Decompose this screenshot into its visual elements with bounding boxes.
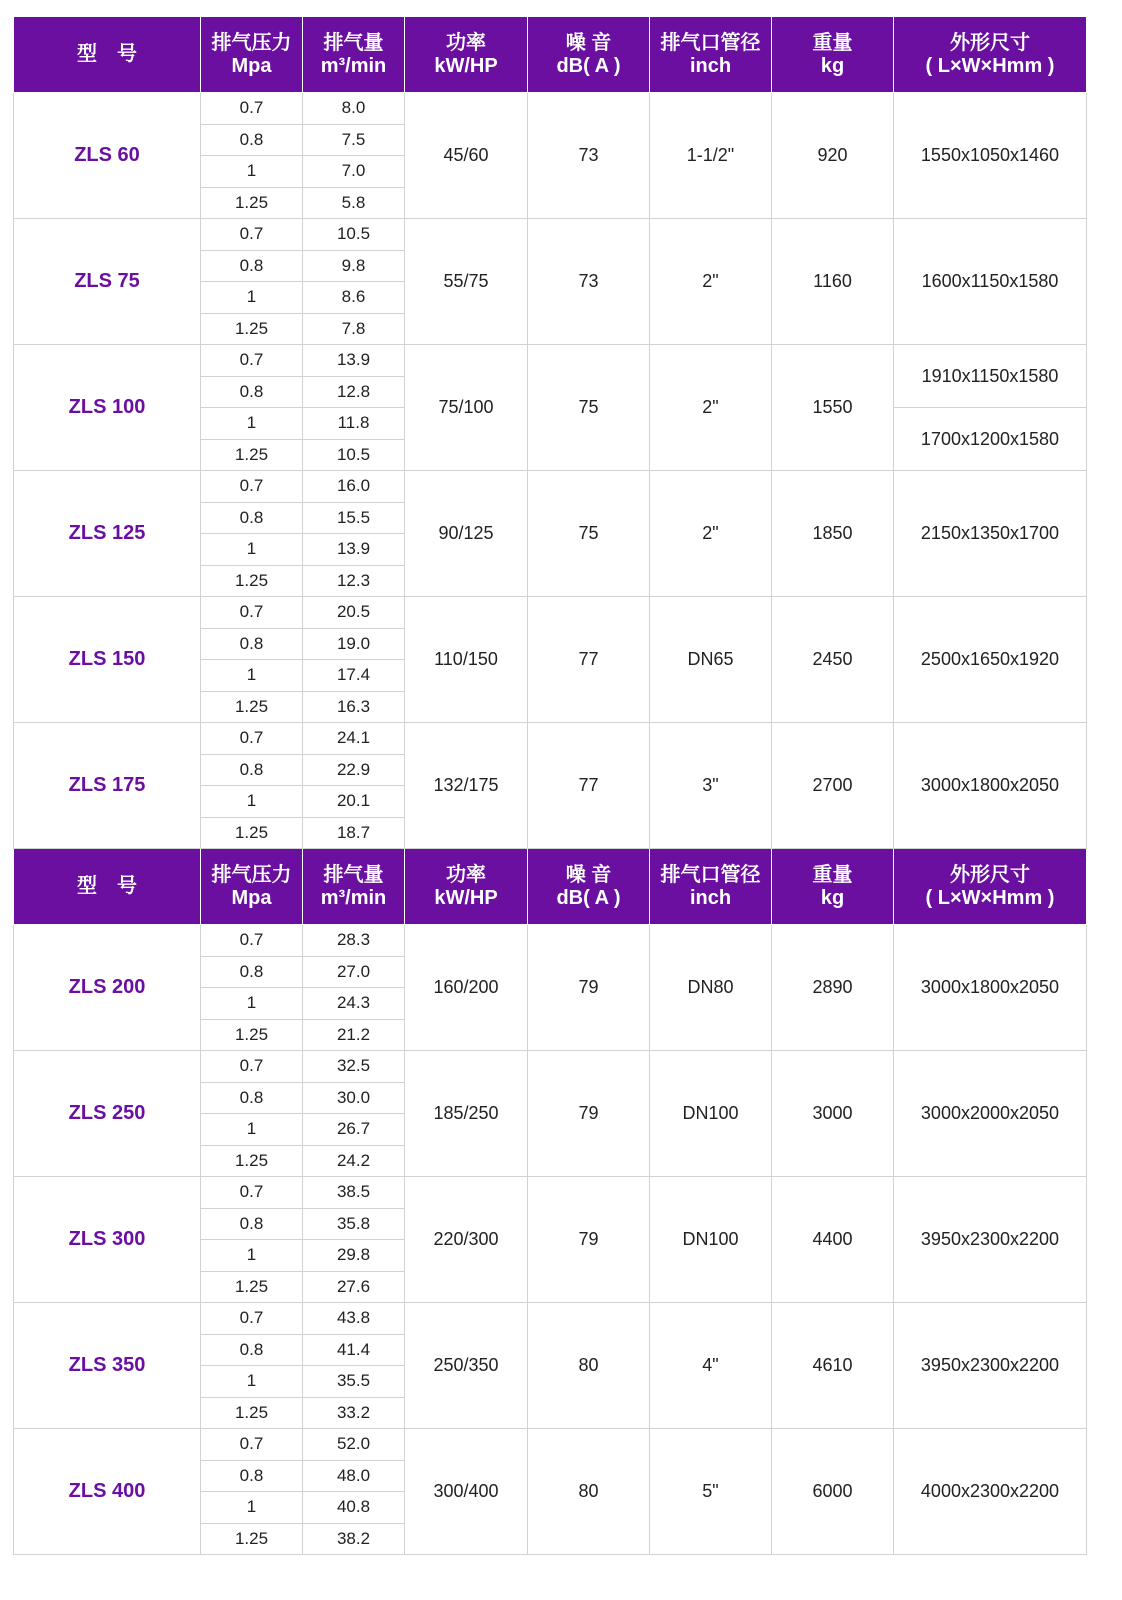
weight-value: 4400 bbox=[772, 1177, 894, 1303]
pressure-value: 1 bbox=[201, 1492, 303, 1524]
weight-value: 3000 bbox=[772, 1051, 894, 1177]
flow-value: 30.0 bbox=[303, 1082, 405, 1114]
flow-value: 12.8 bbox=[303, 376, 405, 408]
outlet-value: 2" bbox=[650, 219, 772, 345]
header-weight bbox=[772, 17, 894, 93]
header-weight-label: 重量 bbox=[812, 31, 853, 54]
flow-value: 18.7 bbox=[303, 817, 405, 849]
pressure-value: 0.8 bbox=[201, 1334, 303, 1366]
flow-value: 48.0 bbox=[303, 1460, 405, 1492]
pressure-value: 1.25 bbox=[201, 439, 303, 471]
header-flow-label: 排气量 bbox=[323, 31, 384, 54]
noise-value: 80 bbox=[528, 1429, 650, 1555]
header-dims bbox=[894, 849, 1087, 925]
flow-value: 22.9 bbox=[303, 754, 405, 786]
pressure-value: 0.8 bbox=[201, 754, 303, 786]
noise-value: 73 bbox=[528, 93, 650, 219]
noise-value: 75 bbox=[528, 471, 650, 597]
header-dims-unit: ( L×W×Hmm ) bbox=[925, 54, 1055, 77]
header-pressure-label: 排气压力 bbox=[211, 31, 292, 54]
dims-value: 2500x1650x1920 bbox=[894, 597, 1087, 723]
dims-value: 1600x1150x1580 bbox=[894, 219, 1087, 345]
weight-value: 2890 bbox=[772, 925, 894, 1051]
flow-value: 16.3 bbox=[303, 691, 405, 723]
flow-value: 10.5 bbox=[303, 219, 405, 251]
pressure-value: 0.7 bbox=[201, 925, 303, 957]
pressure-value: 1 bbox=[201, 408, 303, 440]
flow-value: 21.2 bbox=[303, 1019, 405, 1051]
power-value: 250/350 bbox=[405, 1303, 528, 1429]
flow-value: 13.9 bbox=[303, 345, 405, 377]
flow-value: 33.2 bbox=[303, 1397, 405, 1429]
pressure-value: 1 bbox=[201, 1366, 303, 1398]
header-dims-label: 外形尺寸 bbox=[950, 31, 1030, 54]
flow-value: 38.2 bbox=[303, 1523, 405, 1555]
outlet-value: 5" bbox=[650, 1429, 772, 1555]
header-flow-label: 排气量 bbox=[323, 863, 384, 886]
header-weight-label: 重量 bbox=[812, 863, 853, 886]
table-row bbox=[14, 1177, 1087, 1209]
flow-value: 41.4 bbox=[303, 1334, 405, 1366]
flow-value: 20.1 bbox=[303, 786, 405, 818]
outlet-value: 2" bbox=[650, 471, 772, 597]
power-value: 75/100 bbox=[405, 345, 528, 471]
header-dims-unit: ( L×W×Hmm ) bbox=[925, 886, 1055, 909]
pressure-value: 1.25 bbox=[201, 691, 303, 723]
header-noise-label: 噪 音 bbox=[565, 863, 612, 886]
header-pressure-unit: Mpa bbox=[231, 886, 272, 909]
header-weight bbox=[772, 849, 894, 925]
flow-value: 40.8 bbox=[303, 1492, 405, 1524]
pressure-value: 1.25 bbox=[201, 187, 303, 219]
pressure-value: 1.25 bbox=[201, 1019, 303, 1051]
flow-value: 9.8 bbox=[303, 250, 405, 282]
dims-value: 3000x1800x2050 bbox=[894, 925, 1087, 1051]
header-outlet-label: 排气口管径 bbox=[660, 863, 761, 886]
spec-table-body bbox=[14, 17, 1087, 1555]
flow-value: 38.5 bbox=[303, 1177, 405, 1209]
pressure-value: 1.25 bbox=[201, 1271, 303, 1303]
weight-value: 6000 bbox=[772, 1429, 894, 1555]
pressure-value: 0.7 bbox=[201, 1303, 303, 1335]
pressure-value: 1 bbox=[201, 1114, 303, 1146]
header-dims bbox=[894, 17, 1087, 93]
header-noise bbox=[528, 849, 650, 925]
flow-value: 26.7 bbox=[303, 1114, 405, 1146]
model-name: ZLS 100 bbox=[14, 345, 201, 471]
pressure-value: 1 bbox=[201, 660, 303, 692]
weight-value: 1550 bbox=[772, 345, 894, 471]
pressure-value: 1.25 bbox=[201, 1397, 303, 1429]
header-power bbox=[405, 17, 528, 93]
header-outlet bbox=[650, 849, 772, 925]
flow-value: 20.5 bbox=[303, 597, 405, 629]
flow-value: 24.3 bbox=[303, 988, 405, 1020]
table-row bbox=[14, 471, 1087, 503]
pressure-value: 1.25 bbox=[201, 1523, 303, 1555]
flow-value: 28.3 bbox=[303, 925, 405, 957]
noise-value: 75 bbox=[528, 345, 650, 471]
pressure-value: 0.8 bbox=[201, 1460, 303, 1492]
pressure-value: 1.25 bbox=[201, 313, 303, 345]
header-model: 型 号 bbox=[14, 17, 201, 93]
header-pressure-unit: Mpa bbox=[231, 54, 272, 77]
flow-value: 13.9 bbox=[303, 534, 405, 566]
pressure-value: 1 bbox=[201, 534, 303, 566]
weight-value: 4610 bbox=[772, 1303, 894, 1429]
model-name: ZLS 125 bbox=[14, 471, 201, 597]
power-value: 90/125 bbox=[405, 471, 528, 597]
weight-value: 2450 bbox=[772, 597, 894, 723]
outlet-value: 3" bbox=[650, 723, 772, 849]
flow-value: 8.6 bbox=[303, 282, 405, 314]
flow-value: 32.5 bbox=[303, 1051, 405, 1083]
header-outlet-unit: inch bbox=[689, 54, 732, 77]
pressure-value: 0.7 bbox=[201, 723, 303, 755]
pressure-value: 1.25 bbox=[201, 565, 303, 597]
noise-value: 79 bbox=[528, 1177, 650, 1303]
header-dims-label: 外形尺寸 bbox=[950, 863, 1030, 886]
power-value: 45/60 bbox=[405, 93, 528, 219]
flow-value: 7.8 bbox=[303, 313, 405, 345]
table-row bbox=[14, 93, 1087, 125]
header-flow-unit: m³/min bbox=[320, 54, 387, 77]
header-power-label: 功率 bbox=[446, 31, 486, 54]
dims-value: 4000x2300x2200 bbox=[894, 1429, 1087, 1555]
model-name: ZLS 400 bbox=[14, 1429, 201, 1555]
outlet-value: 1-1/2" bbox=[650, 93, 772, 219]
power-value: 160/200 bbox=[405, 925, 528, 1051]
flow-value: 7.0 bbox=[303, 156, 405, 188]
pressure-value: 0.8 bbox=[201, 502, 303, 534]
flow-value: 5.8 bbox=[303, 187, 405, 219]
dims-value: 2150x1350x1700 bbox=[894, 471, 1087, 597]
dims-value: 3000x1800x2050 bbox=[894, 723, 1087, 849]
pressure-value: 0.7 bbox=[201, 93, 303, 125]
flow-value: 24.2 bbox=[303, 1145, 405, 1177]
pressure-value: 0.8 bbox=[201, 628, 303, 660]
table-row bbox=[14, 1429, 1087, 1461]
header-noise bbox=[528, 17, 650, 93]
model-name: ZLS 175 bbox=[14, 723, 201, 849]
outlet-value: DN65 bbox=[650, 597, 772, 723]
header-weight-unit: kg bbox=[820, 54, 845, 77]
dims-value: 3950x2300x2200 bbox=[894, 1177, 1087, 1303]
power-value: 55/75 bbox=[405, 219, 528, 345]
dims-value: 3950x2300x2200 bbox=[894, 1303, 1087, 1429]
flow-value: 35.8 bbox=[303, 1208, 405, 1240]
model-name: ZLS 60 bbox=[14, 93, 201, 219]
header-noise-label: 噪 音 bbox=[565, 31, 612, 54]
flow-value: 11.8 bbox=[303, 408, 405, 440]
pressure-value: 1 bbox=[201, 1240, 303, 1272]
header-outlet bbox=[650, 17, 772, 93]
pressure-value: 0.7 bbox=[201, 471, 303, 503]
flow-value: 16.0 bbox=[303, 471, 405, 503]
model-name: ZLS 150 bbox=[14, 597, 201, 723]
power-value: 300/400 bbox=[405, 1429, 528, 1555]
outlet-value: DN100 bbox=[650, 1177, 772, 1303]
weight-value: 1850 bbox=[772, 471, 894, 597]
table-row bbox=[14, 1303, 1087, 1335]
flow-value: 7.5 bbox=[303, 124, 405, 156]
header-noise-unit: dB( A ) bbox=[556, 886, 621, 909]
pressure-value: 1 bbox=[201, 988, 303, 1020]
weight-value: 920 bbox=[772, 93, 894, 219]
header-power-unit: kW/HP bbox=[434, 54, 498, 77]
flow-value: 15.5 bbox=[303, 502, 405, 534]
noise-value: 73 bbox=[528, 219, 650, 345]
power-value: 220/300 bbox=[405, 1177, 528, 1303]
pressure-value: 0.8 bbox=[201, 1208, 303, 1240]
header-flow bbox=[303, 849, 405, 925]
header-power-label: 功率 bbox=[446, 863, 486, 886]
model-name: ZLS 250 bbox=[14, 1051, 201, 1177]
model-name: ZLS 200 bbox=[14, 925, 201, 1051]
dims-value: 1910x1150x1580 bbox=[894, 345, 1087, 408]
header-weight-unit: kg bbox=[820, 886, 845, 909]
dims-value-alt: 1700x1200x1580 bbox=[894, 408, 1087, 471]
header-outlet-unit: inch bbox=[689, 886, 732, 909]
pressure-value: 0.8 bbox=[201, 124, 303, 156]
header-flow bbox=[303, 17, 405, 93]
noise-value: 80 bbox=[528, 1303, 650, 1429]
pressure-value: 0.8 bbox=[201, 956, 303, 988]
power-value: 110/150 bbox=[405, 597, 528, 723]
pressure-value: 0.7 bbox=[201, 345, 303, 377]
pressure-value: 0.7 bbox=[201, 597, 303, 629]
flow-value: 29.8 bbox=[303, 1240, 405, 1272]
flow-value: 27.0 bbox=[303, 956, 405, 988]
flow-value: 43.8 bbox=[303, 1303, 405, 1335]
dims-value: 3000x2000x2050 bbox=[894, 1051, 1087, 1177]
flow-value: 12.3 bbox=[303, 565, 405, 597]
header-pressure bbox=[201, 17, 303, 93]
noise-value: 79 bbox=[528, 925, 650, 1051]
pressure-value: 1.25 bbox=[201, 817, 303, 849]
pressure-value: 1 bbox=[201, 282, 303, 314]
flow-value: 27.6 bbox=[303, 1271, 405, 1303]
pressure-value: 0.7 bbox=[201, 219, 303, 251]
model-name: ZLS 300 bbox=[14, 1177, 201, 1303]
table-row bbox=[14, 1051, 1087, 1083]
noise-value: 77 bbox=[528, 597, 650, 723]
header-row bbox=[14, 849, 1087, 925]
table-row bbox=[14, 345, 1087, 377]
dims-value: 1550x1050x1460 bbox=[894, 93, 1087, 219]
header-flow-unit: m³/min bbox=[320, 886, 387, 909]
pressure-value: 1 bbox=[201, 786, 303, 818]
pressure-value: 0.8 bbox=[201, 376, 303, 408]
noise-value: 77 bbox=[528, 723, 650, 849]
model-name: ZLS 75 bbox=[14, 219, 201, 345]
weight-value: 2700 bbox=[772, 723, 894, 849]
flow-value: 8.0 bbox=[303, 93, 405, 125]
power-value: 132/175 bbox=[405, 723, 528, 849]
spec-table bbox=[13, 16, 1087, 1555]
table-row bbox=[14, 925, 1087, 957]
header-pressure bbox=[201, 849, 303, 925]
header-power bbox=[405, 849, 528, 925]
header-pressure-label: 排气压力 bbox=[211, 863, 292, 886]
header-outlet-label: 排气口管径 bbox=[660, 31, 761, 54]
flow-value: 24.1 bbox=[303, 723, 405, 755]
outlet-value: 4" bbox=[650, 1303, 772, 1429]
outlet-value: DN100 bbox=[650, 1051, 772, 1177]
pressure-value: 1 bbox=[201, 156, 303, 188]
flow-value: 19.0 bbox=[303, 628, 405, 660]
header-noise-unit: dB( A ) bbox=[556, 54, 621, 77]
flow-value: 10.5 bbox=[303, 439, 405, 471]
flow-value: 52.0 bbox=[303, 1429, 405, 1461]
pressure-value: 0.7 bbox=[201, 1051, 303, 1083]
table-row bbox=[14, 723, 1087, 755]
header-row bbox=[14, 17, 1087, 93]
outlet-value: DN80 bbox=[650, 925, 772, 1051]
table-row bbox=[14, 219, 1087, 251]
model-name: ZLS 350 bbox=[14, 1303, 201, 1429]
weight-value: 1160 bbox=[772, 219, 894, 345]
pressure-value: 0.8 bbox=[201, 250, 303, 282]
flow-value: 17.4 bbox=[303, 660, 405, 692]
pressure-value: 0.7 bbox=[201, 1177, 303, 1209]
pressure-value: 0.7 bbox=[201, 1429, 303, 1461]
header-power-unit: kW/HP bbox=[434, 886, 498, 909]
pressure-value: 0.8 bbox=[201, 1082, 303, 1114]
table-row bbox=[14, 597, 1087, 629]
pressure-value: 1.25 bbox=[201, 1145, 303, 1177]
noise-value: 79 bbox=[528, 1051, 650, 1177]
outlet-value: 2" bbox=[650, 345, 772, 471]
header-model: 型 号 bbox=[14, 849, 201, 925]
flow-value: 35.5 bbox=[303, 1366, 405, 1398]
power-value: 185/250 bbox=[405, 1051, 528, 1177]
